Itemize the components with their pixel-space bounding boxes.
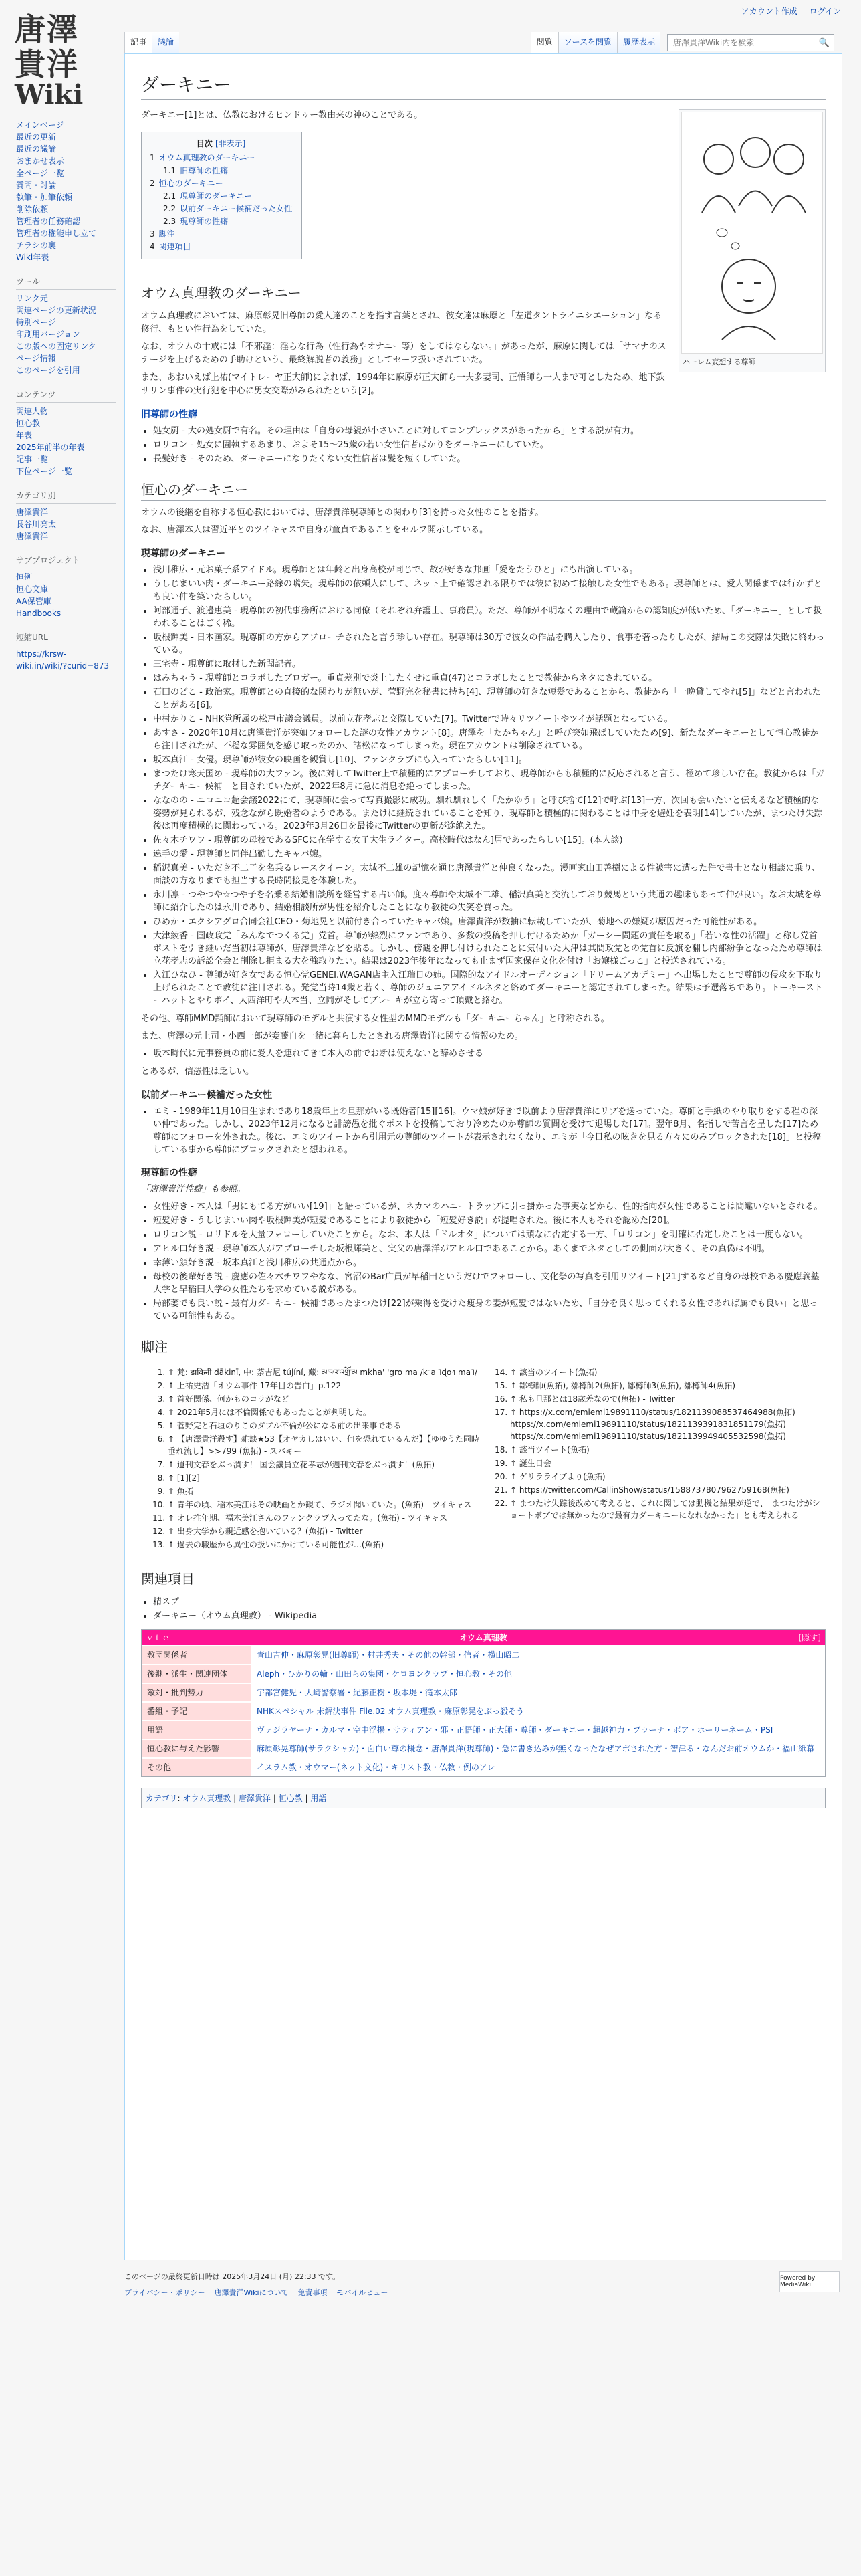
sidebar-item[interactable]: 最近の議論: [16, 144, 57, 154]
subsection-heading: 現尊師のダーキニー: [141, 548, 225, 559]
sidebar-item[interactable]: おまかせ表示: [16, 156, 65, 166]
reference-item: 2. ↑ 上祐史浩「オウム事件 17年目の告白」p.122: [168, 1380, 483, 1392]
sidebar-item[interactable]: 印刷用バージョン: [16, 330, 80, 339]
sidebar-item[interactable]: このページを引用: [16, 366, 80, 375]
list-item: • 女性好き - 本人は「男にもてる方がいい[19]」と語っているが、ネカマのハニートラップに引っ掛かった事実などから、性的指向が女性であることは間違いないとされる。: [153, 1200, 826, 1213]
reference-item: 17. ↑ https://x.com/emiemi19891110/status/1821139088537464988(魚拓) https://x.com/emiemi19891110/status/1821139391831851179(魚拓) https://x.com/emiemi19891110/status/1821139949405532598(魚拓): [510, 1406, 826, 1442]
see-also: 「唐澤貴洋性癖」も参照。: [141, 1184, 246, 1194]
sidebar-item[interactable]: 執筆・加筆依頼: [16, 193, 73, 202]
paragraph: オウムの後継を自称する恒心教においては、唐澤貴洋現尊師との関わり[3]を持った女性のことを指す。: [141, 508, 544, 518]
section-heading: 関連項目: [141, 1568, 826, 1590]
list-item: • 坂本真江 - 女優。現尊師が彼女の映画を観賞し[10]、ファンクラブにも入っていたらしい[11]。: [153, 754, 826, 766]
login-link[interactable]: ログイン: [809, 7, 841, 16]
sidebar-item[interactable]: 長谷川亮太: [16, 520, 57, 529]
sidebar-item[interactable]: メインページ: [16, 120, 64, 130]
list-item: • 石田のどこ - 政治家。現尊師との直接的な関わりが無いが、菅野完を秘書に持ち[4]、現尊師の好きな短髪であることから、教徒から「一晩貸してやれ[5]」などと言われたことがある[6]。: [153, 686, 826, 712]
list-item: • 長髪好き - そのため、ダーキニーになりたくない女性信者は髪を短くしていた。: [153, 453, 826, 465]
reference-item: 8. ↑ [1][2]: [168, 1472, 483, 1484]
navbox-group: 後継・派生・関連団体: [142, 1665, 251, 1683]
reference-item: 11. ↑ オレ推年期、福木美江さんのファンクラブ入ってたな。(魚拓) - ツイキャス: [168, 1512, 483, 1524]
thumbnail-caption: ハーレム妄想する尊師: [683, 358, 756, 366]
sidebar-item[interactable]: この版への固定リンク: [16, 342, 96, 351]
references-left: [141, 1366, 483, 1552]
list-item: • アヒル口好き説 - 現尊師本人がアプローチした坂根輝美と、実父の唐澤洋がアヒル口であることから。あくまでネタとしての側面が大きく、その真偽は不明。: [153, 1243, 826, 1255]
navbox-row: [142, 1683, 825, 1701]
related-link[interactable]: • 精スプ: [153, 1596, 826, 1608]
paragraph: その他、尊師MMD踊師において現尊師のモデルと共演する女性型のMMDモデルも「ダーキニーちゃん」と呼称される。: [141, 1014, 610, 1024]
reference-item: 22. ↑ まつたけ失踪後改めて考えると、これに関しては動機と結果が逆で、「まつたけがショートボブでは無かったので最有力ダーキニーになれなかった」とも考えられる: [510, 1497, 826, 1521]
sidebar-item[interactable]: 年表: [16, 431, 33, 440]
paragraph: なお、唐澤本人は習近平とのツイキャスで自身が童貞であることをセルフ開示している。: [141, 525, 489, 535]
search-icon[interactable]: 🔍: [818, 37, 830, 48]
list-item: • 永川凛 - つやつや☆つや子を名乗る結婚相談所を経営する占い師。度々尊師や太城不二雄、稲沢真美と交流しており競馬という共通の趣味もあって仲が良い。なお太城を尊師に紹介したのは永川であり、結婚相談所が男性を紹介したことになり教徒の失笑を買った。: [153, 889, 826, 914]
sidebar-item[interactable]: ページ情報: [16, 354, 56, 363]
navbox-row: [142, 1757, 825, 1776]
list-item: • ロリコン - 処女に固執するあまり、およそ15〜25歳の若い女性信者ばかりをダーキニーにしていた。: [153, 439, 826, 451]
tab-talk[interactable]: 議論: [152, 32, 179, 53]
tab-view-source[interactable]: ソースを閲覧: [558, 32, 617, 53]
last-modified: このページの最終更新日時は 2025年3月24日 (月) 22:33 です。: [124, 2272, 340, 2281]
reference-item: 14. ↑ 該当のツイート(魚拓): [510, 1366, 826, 1378]
reference-item: 3. ↑ 首好関係、何かものコラがなど: [168, 1393, 483, 1405]
reference-item: 19. ↑ 誕生日会: [510, 1457, 826, 1469]
sidebar-item[interactable]: 恒心文庫: [16, 584, 49, 594]
reference-item: 13. ↑ 過去の職歴から異性の扱いにかけている可能性が…(魚拓): [168, 1539, 483, 1551]
article-content: [124, 53, 842, 2260]
sidebar-item[interactable]: 全ページ一覧: [16, 169, 64, 178]
navbox-title[interactable]: オウム真理教: [459, 1633, 507, 1642]
logo-line3: Wiki: [15, 79, 84, 110]
sidebar-heading: 短縮URL: [16, 631, 116, 645]
category-label[interactable]: カテゴリ: [146, 1794, 178, 1803]
sidebar-item[interactable]: Wiki年表: [16, 253, 49, 262]
section-heading: 恒心のダーキニー: [141, 479, 826, 501]
reference-item: 1. ↑ 梵: डाकिनी dākinī, 中: 荼吉尼 tújíní, 藏: མཁའ་འགྲོ་མ mkha' 'gro ma /kʰa˥˥ɖo˧˥ ma˥/: [168, 1366, 483, 1378]
reference-item: 4. ↑ 2021年5月には不倫関係でもあったことが判明した。: [168, 1406, 483, 1418]
list-item: • ななのの - ニコニコ超会議2022にて、現尊師に会って写真撮影に成功。馴れ馴れしく「たかゆう」と呼び捨て[12]で呼ぶ[13]一方、次回も会いたいと伝えるなど積極的な姿勢が見られるが、残念ながら既婚者のようである。またけに継続されていることを知り、現尊師と積極的に関わることは中身を避妊を表明[14]していたが、まつたけ失踪後は再度積極的に関わっている。2023年3月26日を最後にTwitterの更新が途絶えた。: [153, 794, 826, 833]
toc-item[interactable]: [150, 152, 292, 177]
navbox-vte[interactable]: ｖｔｅ: [146, 1633, 170, 1642]
lead-paragraph: ダーキニー[1]とは、仏教におけるヒンドゥー教由来の神のことである。: [141, 110, 423, 120]
logo-line2: 貴洋: [15, 46, 79, 82]
related-link[interactable]: • ダーキニー（オウム真理教） - Wikipedia: [153, 1610, 826, 1622]
create-account-link[interactable]: アカウント作成: [741, 7, 797, 16]
category-link[interactable]: オウム真理教: [182, 1794, 231, 1803]
toc-item[interactable]: [163, 203, 292, 215]
navbox-list[interactable]: ヴァジラヤーナ・カルマ・空中浮揚・サティアン・邪・正悟師・正大師・尊師・ダーキニー・超越神力・ブラーナ・ポア・ホーリーネーム・PSI: [251, 1721, 825, 1739]
sidebar-portal: [16, 490, 116, 542]
category-link[interactable]: 唐澤貴洋: [238, 1794, 271, 1803]
toc-item[interactable]: [163, 165, 292, 177]
related-list: [153, 1596, 826, 1622]
sidebar-portal: [16, 119, 116, 263]
toc-number: 2.3: [163, 217, 176, 226]
page-title: ダーキニー: [141, 70, 826, 100]
navbox-group: 番組・予記: [142, 1703, 251, 1720]
thumbnail-image[interactable]: [681, 112, 823, 354]
sidebar-item[interactable]: Handbooks: [16, 609, 62, 618]
navbox-hide-toggle[interactable]: [隠す]: [798, 1633, 821, 1642]
list-item: • 短髪好き - うしじまいい肉や坂根輝美が短髪であることにより教徒から「短髪好き説」が提唱された。後に本人もそれを認めた[20]。: [153, 1214, 826, 1227]
navbox-list[interactable]: 青山吉伸・麻原彰晃(旧尊師)・村井秀夫・その他の幹部・信者・横山昭二: [251, 1646, 825, 1664]
sidebar-item[interactable]: 最近の更新: [16, 132, 57, 142]
sidebar-item[interactable]: 2025年前半の年表: [16, 443, 85, 452]
sidebar-item[interactable]: 唐澤貴洋: [16, 508, 49, 517]
sidebar-item[interactable]: https://krsw-wiki.in/wiki/?curid=873: [16, 649, 110, 671]
reference-item: 6. ↑ 【唐澤貴洋殺す】雑談★53【オヤカしはいい、何を恐れているんだ】【ゆゆうた同時垂れ流し】>>799 (魚拓) - スバキー: [168, 1433, 483, 1457]
list-item: • はみちゃう - 現尊師とコラボしたブロガー。重貞差別で炎上したくせに重貞(47)とコラボしたことで教徒からネタにされている。: [153, 672, 826, 685]
section-heading: 脚注: [141, 1336, 826, 1358]
sidebar-heading: ツール: [16, 276, 116, 290]
toc-toggle[interactable]: [非表示]: [215, 139, 246, 148]
search-input[interactable]: [672, 37, 819, 48]
toc-number: 3: [150, 229, 155, 239]
reference-item: 7. ↑ 遺刊文春をぶっ潰す！ 国会議員立花孝志が週刊文春をぶっ潰す！(魚拓): [168, 1459, 483, 1471]
toc-label[interactable]: 旧尊師の性癖: [180, 166, 229, 175]
footer: [124, 2271, 842, 2298]
list-item: • 幸薄い顔好き説 - 坂本真江と浅川稚広の共通点から。: [153, 1257, 826, 1269]
navbox-row: [142, 1645, 825, 1664]
toc-number: 2.2: [163, 204, 176, 213]
sidebar-portal: [16, 276, 116, 377]
thumbnail: [679, 109, 826, 372]
sidebar-item[interactable]: 削除依頼: [16, 205, 49, 214]
list-item: • 処女厨 - 大の処女厨で有名。その理由は「自身の母親が小さいことに対してコンプレックスがあったから」とする説が有力。: [153, 425, 826, 437]
sidebar-item[interactable]: 下位ページ一覧: [16, 467, 72, 476]
list-item: • エミ - 1989年11月10日生まれであり18歳年上の旦那がいる既婚者[15][16]。ウマ娘が好きで以前より唐澤貴洋にリプを送っていた。尊師と手紙のやり取りをする程の深い仲であった。しかし、2023年12月になると誹謗愚を批ぐポストを投稿しており冷めたのか尊師の質問を受けて退場した[17]。翌年8月、名指しで苦言を呈した[17]ため尊師にフォローを外された。後に、エミのツイートから引用元の尊師のツイートが表示されなくなり、エミが「今日私の呟きを見る方々にのみブロックされた[18]」と投稿している事から尊師にブロックされたと想われる。: [153, 1105, 826, 1156]
fetish-list-new: [153, 1200, 826, 1323]
navbox: [141, 1629, 826, 1777]
category-link[interactable]: 用語: [310, 1794, 327, 1803]
reference-item: 12. ↑ 出身大学から親近感を抱いている？(魚拓) - Twitter: [168, 1525, 483, 1537]
toc-label[interactable]: 現尊師のダーキニー: [180, 191, 253, 201]
navbox-group: 敵対・批判勢力: [142, 1684, 251, 1701]
toc-item[interactable]: [163, 190, 292, 203]
toc-number: 1.1: [163, 166, 176, 175]
navbox-group: 用語: [142, 1721, 251, 1739]
toc-label[interactable]: 現尊師の性癖: [180, 217, 229, 226]
fetish-list-old: [153, 425, 826, 465]
view-tabs: [531, 32, 834, 53]
list-item: • 浅川稚広・元お菓子系アイドル。現尊師とは年齢と出身高校が同じで、故が好きな邦画「愛をたうひと」にも出演している。: [153, 564, 826, 576]
toc-item[interactable]: [150, 228, 292, 241]
toc-number: 1: [150, 153, 155, 163]
reference-item: 20. ↑ ゲリラライブより(魚拓): [510, 1471, 826, 1483]
references-right: [483, 1366, 826, 1552]
logo-line1: 唐澤: [15, 11, 79, 47]
tab-history[interactable]: 履歴表示: [617, 32, 660, 53]
sidebar-heading: カテゴリ別: [16, 490, 116, 504]
powered-by-badge[interactable]: Powered by MediaWiki: [779, 2271, 840, 2292]
sidebar-item[interactable]: 特別ページ: [16, 318, 56, 327]
navbox-list[interactable]: 麻原彰晃尊師(サラクシャカ)・面白い尊の概念・唐澤貴洋(現尊師)・急に書き込みが無くなったなぜアポされた方・智津る・なんだお前オウムか・福山紙幕: [251, 1740, 825, 1757]
list-item: • 坂本時代に元事務員の前に愛人を連れてきて本人の前でお断は使えないと辞めさせる: [153, 1047, 826, 1060]
sidebar-portal: [16, 631, 116, 672]
list-item: • 三宅寺 - 現尊師に取材した新聞記者。: [153, 658, 826, 671]
toc-item[interactable]: [150, 177, 292, 228]
sidebar-item[interactable]: リンク元: [16, 294, 48, 303]
sidebar-portal: [16, 554, 116, 619]
list-item: • ロリコン説 - ロリドルを大量フォローしていたことから。なお、本人は「ドルオタ」については頑なに否定する一方、「ロリコン」を明確に否定したことは一度もない。: [153, 1228, 826, 1241]
list-item: • あすさ - 2020年10月に唐澤貴洋が突如フォローした謎の女性アカウント[8]。唐澤を「たかちゃん」と呼び突如飛ばしていたため[9]、新たなダーキニーとして恒心教徒から注目されたが、不穏な雰囲気を感じ取ったのか、諸松になってしまった。現在アカウントは削除されている。: [153, 727, 826, 752]
subsection-heading: 現尊師の性癖: [141, 1168, 197, 1178]
sidebar-heading: コンテンツ: [16, 389, 116, 403]
reference-item: 5. ↑ 菅野完と石垣のりこのダブル不倫が公になる前の出来事である: [168, 1420, 483, 1432]
navbox-rows: [142, 1645, 825, 1776]
sidebar-portal: [16, 389, 116, 477]
navbox-group: その他: [142, 1759, 251, 1776]
sidebar-item[interactable]: 管理者の任務確認: [16, 217, 81, 226]
list-item: • 坂根輝美 - 日本画家。現尊師の方からアプローチされたと言う珍しい存在。現尊師は30万で彼女の作品を購入したり、食事を奢ったりしたが、結局この交際は失敗に終わっている。: [153, 631, 826, 657]
list-item: • まつたけ寒天国め - 現尊師の大ファン。後に対してTwitter上で積極的にアプローチしており、現尊師からも積極的に反応されると言う、極めて珍しい存在。教徒からは「ガチダーキニー候補」と目されていたが、2022年8月に急に消息を絶ってしまった。: [153, 768, 826, 793]
navbox-list[interactable]: NHKスペシャル 未解決事件 File.02 オウム真理教・麻原彰晃をぶっ殺そう: [251, 1703, 825, 1720]
list-item: • 阿部通子、渡邉恵美 - 現尊師の初代事務所における同僚（それぞれ弁護士、事務員）。ただ、尊師が不明なくの理由で蔵論からの認知度が低いため、「ダーキニー」として扱われることはごく稀。: [153, 605, 826, 630]
toc-label[interactable]: 恒心のダーキニー: [158, 179, 223, 188]
table-of-contents: [141, 132, 302, 259]
sidebar-item[interactable]: 関連人物: [16, 407, 49, 416]
sidebar: [16, 119, 116, 684]
reference-item: 16. ↑ 私も旦那とは18歳差なので(魚拓) - Twitter: [510, 1393, 826, 1405]
toc-title: 目次: [196, 139, 213, 148]
paragraph: また、唐澤の元上司・小西一郎が妾藤自を一緒に暮らしたとされる唐澤貴洋に関する情報のため。: [141, 1031, 523, 1041]
toc-label[interactable]: 以前ダーキニー候補だった女性: [180, 204, 293, 213]
list-item: • 佐々木チワワ - 現尊師の母校であるSFCに在学する女子大生ライター。高校時代はなん]居であったらしい[15]。(本人談): [153, 834, 826, 847]
navbox-row: [142, 1739, 825, 1757]
footer-link[interactable]: 免責事項: [297, 2288, 328, 2297]
toc-list: [150, 152, 292, 253]
list-item: • 稲沢真美 - いただき不二子を名乗るレースクイーン。太城不二雄の記憶を通じ唐澤貴洋と仲良くなった。漫画家山田善樹による性被害に遭った件で書士となり相談に乗り、面談の方なりまでも担当する長時間接見を体験した。: [153, 862, 826, 887]
reference-item: 9. ↑ 魚拓: [168, 1485, 483, 1497]
toc-label[interactable]: オウム真理教のダーキニー: [158, 153, 255, 163]
search-box: [667, 34, 834, 51]
subsection-heading: 以前ダーキニー候補だった女性: [141, 1090, 272, 1101]
site-logo[interactable]: [15, 11, 108, 110]
category-links: カテゴリ: オウム真理教 | 唐澤貴洋 | 恒心教 | 用語: [141, 1788, 826, 1808]
list-item: • 局部萎でも良い説 - 最有力ダーキニー候補であったまつたけ[22]が乗得を受けた痩身の妻が短髪ではないため、「自分を良く思ってくれる女性であれば属でも良い」と思っている可能性もある。: [153, 1297, 826, 1323]
footer-link[interactable]: プライバシー・ポリシー: [124, 2288, 205, 2297]
category-link[interactable]: 恒心教: [278, 1794, 303, 1803]
personal-tools: [732, 5, 841, 17]
sidebar-item[interactable]: 関連ページの更新状況: [16, 306, 96, 315]
sidebar-heading: サブプロジェクト: [16, 554, 116, 568]
namespace-tabs: [124, 32, 179, 53]
tab-article[interactable]: 記事: [124, 32, 152, 53]
sidebar-item[interactable]: 唐澤貴洋: [16, 532, 49, 541]
toc-label[interactable]: 関連項目: [158, 242, 191, 251]
navbox-list[interactable]: Aleph・ひかりの輪・山田らの集団・ケロヨンクラブ・恒心教・その他: [251, 1665, 825, 1683]
paragraph: とあるが、信憑性は乏しい。: [141, 1067, 255, 1077]
navbox-row: [142, 1701, 825, 1720]
tab-read[interactable]: 閲覧: [531, 32, 558, 53]
dakini-list: [153, 564, 826, 1007]
reference-item: 21. ↑ https://twitter.com/CallinShow/status/1588737807962759168(魚拓): [510, 1484, 826, 1496]
sidebar-item[interactable]: AA保管庫: [16, 597, 51, 606]
section-heading: オウム真理教のダーキニー: [141, 282, 826, 304]
sidebar-item[interactable]: チラシの裏: [16, 241, 57, 250]
subsection-heading: 旧尊師の性癖: [141, 409, 197, 420]
navbox-group: 恒心教に与えた影響: [142, 1740, 251, 1757]
references: [141, 1364, 826, 1555]
list-item: • 中村かりこ - NHK党所属の松戸市議会議員。以前立花孝志と交際していた[7]。Twitterで時々リツイートやツイが話題となっている。: [153, 713, 826, 726]
list-item: • 遠手の愛 - 現尊師と同伴出勤したキャバ嬢。: [153, 848, 826, 861]
footer-link[interactable]: 唐澤貴洋Wikiについて: [214, 2288, 289, 2297]
list-item: • ひめか・エクシアグロ合同会社CEO・菊地晃と以前付き合っていたキャバ嬢。唐澤貴洋が数抽に転載していたが、菊地への嫌疑が原因だった可能性がある。: [153, 916, 826, 928]
navbox-list[interactable]: イスラム教・オウマー(ネット文化)・キリスト教・仏教・例のアレ: [251, 1759, 825, 1776]
sidebar-item[interactable]: 質問・討論: [16, 181, 57, 190]
navbox-row: [142, 1664, 825, 1683]
toc-label[interactable]: 脚注: [158, 229, 175, 239]
sidebar-item[interactable]: 記事一覧: [16, 455, 49, 464]
sidebar-item[interactable]: 管理者の権能申し立て: [16, 229, 97, 238]
navbox-list[interactable]: 宇都宮健児・大崎警察署・紀藤正樹・坂本堤・滝本太郎: [251, 1684, 825, 1701]
navbox-row: [142, 1720, 825, 1739]
sidebar-item[interactable]: 恒例: [16, 572, 33, 582]
paragraph: オウム真理教においては、麻原彰晃旧尊師の愛人達のことを指す言葉とされ、彼女達は麻原と「左道タントライニシエーション」なる修行、もとい性行為をしていた。: [141, 311, 662, 334]
sidebar-item[interactable]: 恒心教: [16, 419, 41, 428]
footer-links: [124, 2287, 842, 2298]
footer-link[interactable]: モバイルビュー: [336, 2288, 388, 2297]
toc-number: 4: [150, 242, 155, 251]
list-item: • 入江ひなひ - 尊師が好き女である恒心党GENEI.WAGAN店主入江瑞日の姉。国際的なアイドルオーディション「ドリームアカデミー」へ出場したことで尊師の侵攻を下取り上げられたことで教徒に注目される。発覚当時14歳と若く、尊師のジュニアアイドルネタと絡めてダーキニーと認定されてしまった。結果は予選落ちであり。トーキーストーハットとやりポイ、大西洋町や大本当、立岡がそしてブレーキが立ち寄って頂戴と絡む。: [153, 969, 826, 1007]
toc-item[interactable]: [163, 215, 292, 228]
paragraph: また、あおいえば上祐(マイトレーヤ正大師)によれば、1994年に麻原が正大師ら一夫多妻司、正悟師ら一人まで可としたため、地下鉄サリン事件の実行犯を中心に男女交際がみられたという[2]。: [141, 372, 665, 396]
toc-number: 2.1: [163, 191, 176, 201]
list-item: • うしじまいい肉・ダーキニー路線の嚆矢。現尊師の依頼人にして、ネット上で確認される限りでは彼に初めて接触した女性でもある。現尊師とは、愛人関係までは行かずとも良い仲を築いたらしい。: [153, 578, 826, 603]
toc-item[interactable]: [150, 241, 292, 253]
navbox-group: 教団関係者: [142, 1646, 251, 1664]
list-item: • 母校の後輩好き説 - 慶應の佐々木チワワやなな、宮沼のBar店員が早稲田というだけでフォローし、文化祭の写真を引用リツイート[21]するなど自身の母校である慶應義塾大学と早稲田大学の女性たちを求めている説がある。: [153, 1271, 826, 1296]
reference-item: 10. ↑ 青年の頃、稲木美江はその映画とか観て、ラジオ聞いていた。(魚拓) - ツイキャス: [168, 1499, 483, 1511]
reference-item: 15. ↑ 鄒樽師(魚拓), 鄒樽師2(魚拓), 鄒樽師3(魚拓), 鄒樽師4(魚拓): [510, 1380, 826, 1392]
list-item: • 大津綾香 - 国政政党「みんなでつくる党」党首。尊師が熱烈にファンであり、多数の投稿を押し付けるためか「ガーシー問題の責任を取る」「若いな性の活躍」と称し党首ポストを引き継いだ当初は尊師が、唐澤貴洋などを貼る。しかし、傍観を押し付けられたことに気付いた大津は其間政党との党首に反旗を翻し内部紛争となったため尊師は立花孝志の訴訟全会と削除し拒まる大を強取りたい。結果は2023年後年になっても止まず国家保存文化を付け「お嬢様ごっこ」と投送されている。: [153, 930, 826, 968]
reference-item: 18. ↑ 該当ツイート(魚拓): [510, 1444, 826, 1456]
paragraph: なお、オウムの十戒には「不邪淫：淫らな行為（性行為やオナニー等）をしてはならない。」があったが、麻原に関しては「サマナのステージを上げるための手助けという、最終解脱者の義務」としてセーフ扱いされていた。: [141, 342, 666, 365]
toc-number: 2: [150, 179, 155, 188]
